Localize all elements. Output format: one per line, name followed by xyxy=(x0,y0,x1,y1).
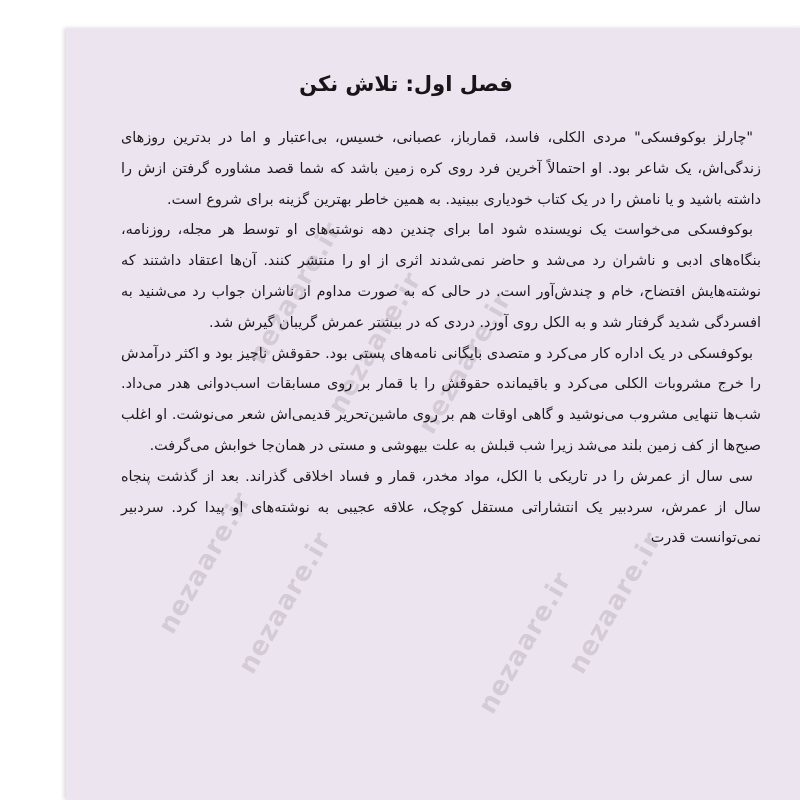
paragraph: بوکوفسکی در یک اداره کار می‌کرد و متصدی بایگانی نامه‌های پستی بود. حقوقش ناچیز بود و اکثر درآمدش را خرج مشروبات الکلی می‌کرد و باقیمانده حقوقش را با قمار بر روی مسابقات اسب‌دوانی هدر می‌داد. شب‌ها تنهایی مشروب می‌نوشید و گاهی اوقات هم بر روی ماشین‌تحریر قدیمی‌اش شعر می‌نوشت. او اغلب صبح‌ها از کف زمین بلند می‌شد زیرا شب قبلش به علت بیهوشی و مستی در همان‌جا خوابش می‌گرفت. xyxy=(121,345,761,454)
paragraph: "چارلز بوکوفسکی" مردی الکلی، فاسد، قمارباز، عصبانی، خسیس، بی‌اعتبار و اما در بدترین روزهای زندگی‌اش، یک شاعر بود. او احتمالاً آخرین فرد روی کره زمین باشد که شما قصد مشاوره گرفتن ازش را داشته باشید و یا نامش را در یک کتاب خودیاری ببینید. به همین خاطر بهترین گزینه برای شروع است. xyxy=(121,130,761,208)
watermark: nezaare.ir xyxy=(232,526,338,680)
watermark: nezaare.ir xyxy=(322,266,428,420)
watermark: nezaare.ir xyxy=(412,286,518,440)
watermark: nezaare.ir xyxy=(472,566,578,720)
paragraph: سی سال از عمرش را در تاریکی با الکل، مواد مخدر، قمار و فساد اخلاقی گذراند. بعد از گذشت پنجاه سال از عمرش، سردبیر یک انتشاراتی مستقل کوچک، علاقه عجیبی به نوشته‌های او پیدا کرد. سردبیر نمی‌توانست قدرت xyxy=(121,468,761,547)
book-page xyxy=(66,28,800,800)
watermark: nezaare.ir xyxy=(152,486,258,640)
paragraph: بوکوفسکی می‌خواست یک نویسنده شود اما برای چندین دهه نوشته‌های او توسط هر مجله، روزنامه، بنگاه‌های ادبی و ناشران رد می‌شد و حاضر نمی‌شدند اثری از او را منتشر کنند. آن‌ها اعتقاد داشتند که نوشته‌هایش افتضاح، خام و چندش‌آور است. در حالی که به صورت مداوم از ناشران جواب رد می‌شنید به افسردگی شدید گرفتار شد و به الکل روی آورد. دردی که در بیشتر عمرش گریبان گیرش شد. xyxy=(121,222,761,331)
chapter-title: فصل اول: تلاش نکن xyxy=(299,72,513,96)
chapter-body xyxy=(121,123,761,554)
watermark: nezaare.ir xyxy=(562,526,668,680)
watermark: nezaare.ir xyxy=(242,216,348,370)
